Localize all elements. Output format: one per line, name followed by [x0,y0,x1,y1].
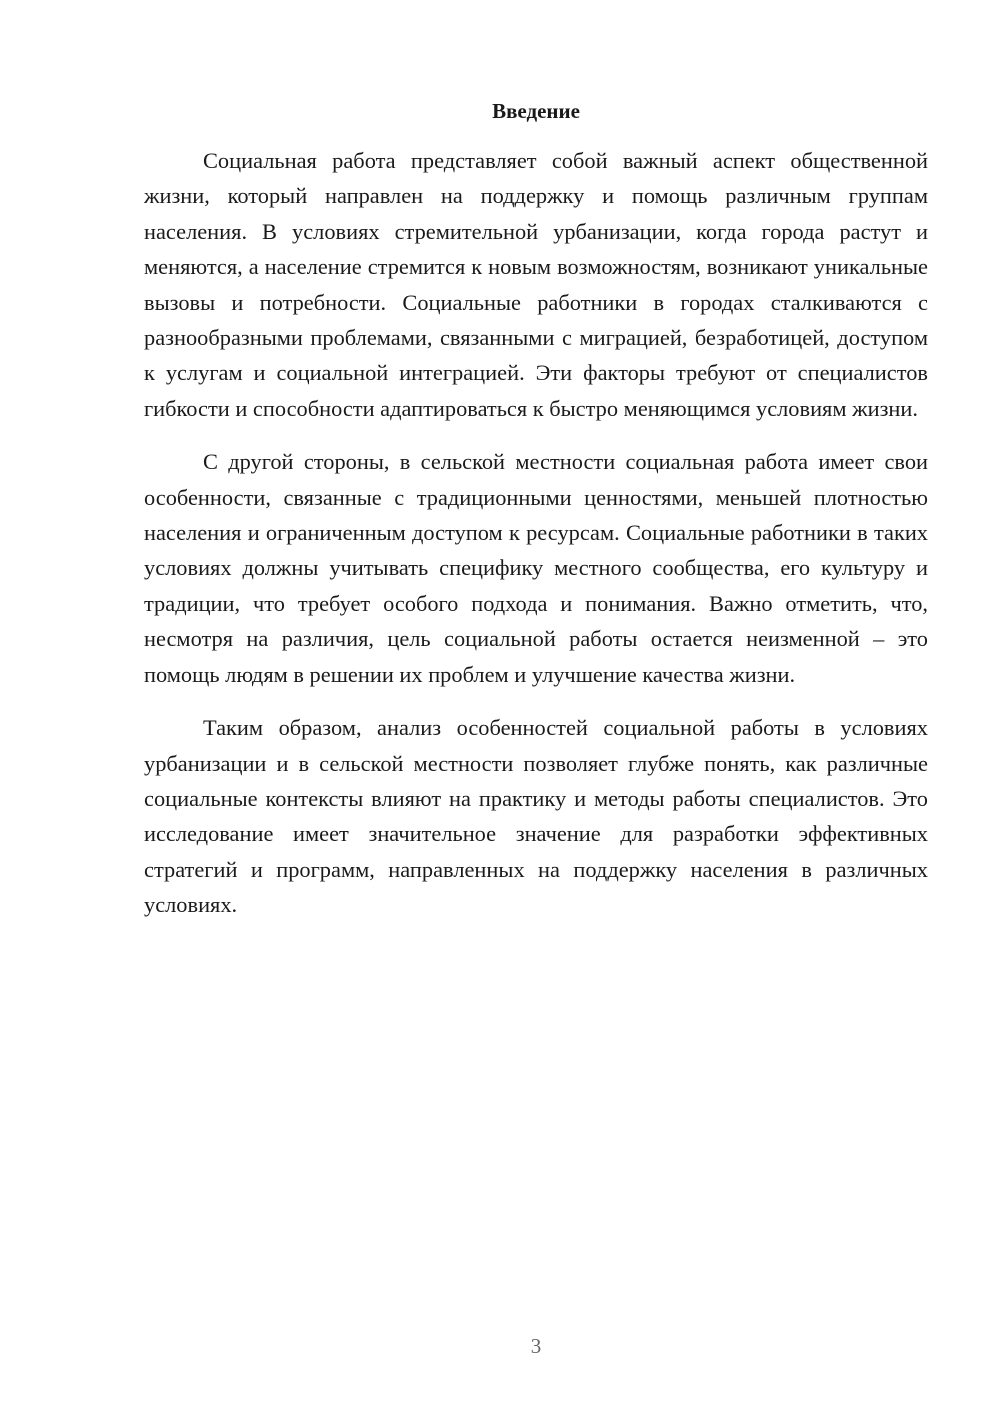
section-heading: Введение [492,99,580,123]
paragraph-3: Таким образом, анализ особенностей социальной работы в условиях урбанизации и в сельской местности позволяет глубже понять, как различные социальные контексты влияют на практику и методы работы специалистов. Это исследование имеет значительное значение для разработки эффективных стратегий и программ, направленных на поддержку населения в различных условиях. [144,715,928,918]
page-number: 3 [530,1334,542,1358]
paragraph-1: Социальная работа представляет собой важный аспект общественной жизни, который направлен на поддержку и помощь различным группам населения. В условиях стремительной урбанизации, когда города растут и меняются, а население стремится к новым возможностям, возникают уникальные вызовы и потребности. Социальные работники в городах сталкиваются с разнообразными проблемами, связанными с миграцией, безработицей, доступом к услугам и социальной интеграцией. Эти факторы требуют от специалистов гибкости и способности адаптироваться к быстро меняющимся условиям жизни. [144,148,928,421]
body-text [144,143,928,941]
paragraph-2: С другой стороны, в сельской местности социальная работа имеет свои особенности, связанные с традиционными ценностями, меньшей плотностью населения и ограниченным доступом к ресурсам. Социальные работники в таких условиях должны учитывать специфику местного сообщества, его культуру и традиции, что требует особого подхода и понимания. Важно отметить, что, несмотря на различия, цель социальной работы остается неизменной – это помощь людям в решении их проблем и улучшение качества жизни. [144,449,928,687]
